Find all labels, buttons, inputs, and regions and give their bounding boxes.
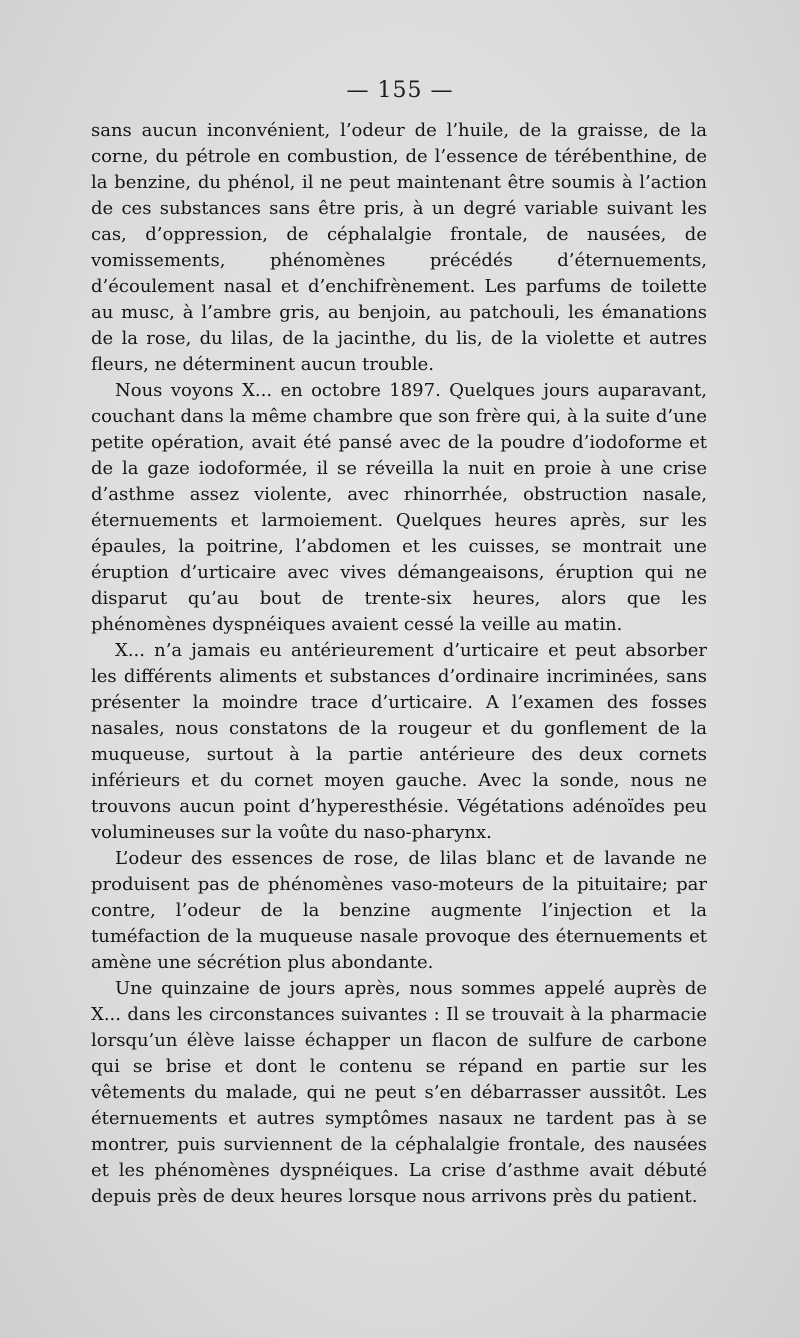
body-text: [91, 118, 707, 1210]
paragraph-continuation: sans aucun inconvénient, l’odeur de l’huile, de la graisse, de la corne, du pétrole en combustion, de l’essence de térébenthine, de la benzine, du phénol, il ne peut maintenant être soumis à l’action de ces substances sans être pris, à un degré variable suivant les cas, d’oppression, de céphalalgie frontale, de nausées, de vomissements, phénomènes précédés d’éternuements, d’écoulement nasal et d’enchifrènement. Les parfums de toilette au musc, à l’ambre gris, au benjoin, au patchouli, les émanations de la rose, du lilas, de la jacinthe, du lis, de la violette et autres fleurs, ne déterminent aucun trouble.: [91, 120, 707, 375]
paragraph: L’odeur des essences de rose, de lilas blanc et de lavande ne produisent pas de phénomènes vaso-moteurs de la pituitaire; par contre, l’odeur de la benzine augmente l’injection et la tuméfaction de la muqueuse nasale provoque des éternuements et amène une sécrétion plus abondante.: [91, 848, 707, 973]
paragraph: Nous voyons X... en octobre 1897. Quelques jours auparavant, couchant dans la même chambre que son frère qui, à la suite d’une petite opération, avait été pansé avec de la poudre d’iodoforme et de la gaze iodoformée, il se réveilla la nuit en proie à une crise d’asthme assez violente, avec rhinorrhée, obstruction nasale, éternuements et larmoiement. Quelques heures après, sur les épaules, la poitrine, l’abdomen et les cuisses, se montrait une éruption d’urticaire avec vives démangeaisons, éruption qui ne disparut qu’au bout de trente-six heures, alors que les phénomènes dyspnéiques avaient cessé la veille au matin.: [91, 380, 707, 635]
paragraph: X... n’a jamais eu antérieurement d’urticaire et peut absorber les différents aliments et substances d’ordinaire incriminées, sans présenter la moindre trace d’urticaire. A l’examen des fosses nasales, nous constatons de la rougeur et du gonflement de la muqueuse, surtout à la partie antérieure des deux cornets inférieurs et du cornet moyen gauche. Avec la sonde, nous ne trouvons aucun point d’hyperesthésie. Végétations adénoïdes peu volumineuses sur la voûte du naso-pharynx.: [91, 640, 707, 843]
paragraph: Une quinzaine de jours après, nous sommes appelé auprès de X... dans les circonstances suivantes : Il se trouvait à la pharmacie lorsqu’un élève laisse échapper un flacon de sulfure de carbone qui se brise et dont le contenu se répand en partie sur les vêtements du malade, qui ne peut s’en débarrasser aussitôt. Les éternuements et autres symptômes nasaux ne tardent pas à se montrer, puis surviennent de la céphalalgie frontale, des nausées et les phénomènes dyspnéiques. La crise d’asthme avait débuté depuis près de deux heures lorsque nous arrivons près du patient.: [91, 978, 707, 1207]
page-number: — 155 —: [346, 78, 454, 103]
